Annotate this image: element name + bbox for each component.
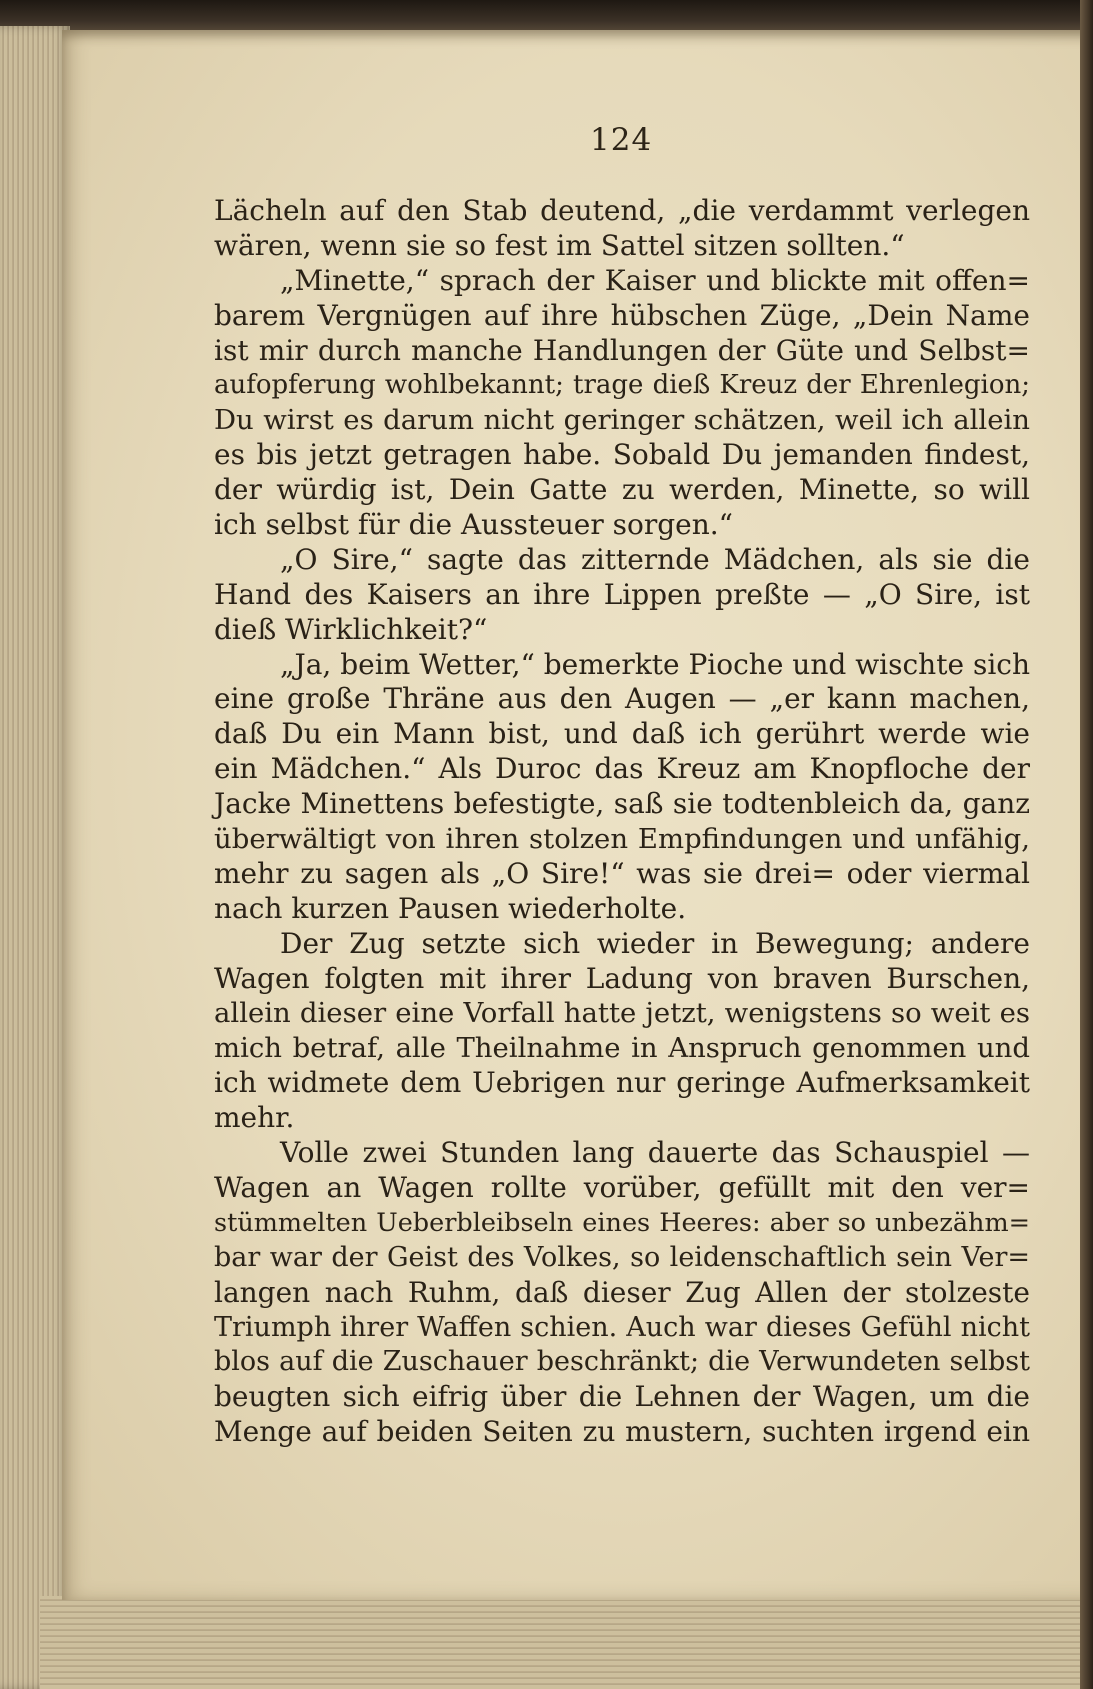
text-line: allein dieser eine Vorfall hatte jetzt, wenigstens so weit es <box>214 997 1030 1030</box>
text-line: Wagen folgten mit ihrer Ladung von braven Burschen, <box>214 961 1030 995</box>
text-line: aufopferung wohlbekannt; trage dieß Kreuz der Ehrenlegion; <box>214 370 1030 401</box>
text-line: blos auf die Zuschauer beschränkt; die Verwundeten selbst <box>214 1346 1030 1378</box>
text-line: beugten sich eifrig über die Lehnen der Wagen, um die <box>214 1380 1030 1414</box>
text-line: barem Vergnügen auf ihre hübschen Züge, „Dein Name <box>214 298 1030 332</box>
text-line: mich betraf, alle Theilnahme in Anspruch genommen und <box>214 1032 1030 1065</box>
text-line: langen nach Ruhm, daß dieser Zug Allen der stolzeste <box>214 1275 1030 1309</box>
text-line: es bis jetzt getragen habe. Sobald Du jemanden findest, <box>214 438 1030 472</box>
book-binding-top <box>0 0 1093 34</box>
text-line: Volle zwei Stunden lang dauerte das Schauspiel — <box>280 1136 1030 1170</box>
text-line: überwältigt von ihren stolzen Empfindungen und unfähig, <box>214 823 1030 856</box>
text-line: eine große Thräne aus den Augen — „er kann machen, <box>214 682 1030 716</box>
text-line: stümmelten Ueberbleibseln eines Heeres: aber so unbezähm= <box>214 1207 1030 1238</box>
text-line: Triumph ihrer Waffen schien. Auch war dieses Gefühl nicht <box>214 1311 1030 1343</box>
text-line: ich selbst für die Aussteuer sorgen.“ <box>214 508 733 542</box>
text-line: Der Zug setzte sich wieder in Bewegung; andere <box>280 926 1030 960</box>
text-line: wären, wenn sie so fest im Sattel sitzen sollten.“ <box>214 228 905 262</box>
text-line: „Minette,“ sprach der Kaiser und blickte mit offen= <box>280 263 1030 297</box>
text-line: Lächeln auf den Stab deutend, „die verdammt verlegen <box>214 194 1030 227</box>
text-line: Hand des Kaisers an ihre Lippen preßte — „O Sire, ist <box>214 577 1030 611</box>
text-line: Jacke Minettens befestigte, saß sie todtenbleich da, ganz <box>214 787 1030 821</box>
text-line: der würdig ist, Dein Gatte zu werden, Minette, so will <box>214 473 1030 507</box>
text-line: nach kurzen Pausen wiederholte. <box>214 891 687 925</box>
text-line: dieß Wirklichkeit?“ <box>214 612 488 646</box>
text-line: Du wirst es darum nicht geringer schätzen, weil ich allein <box>214 404 1030 437</box>
text-line: ist mir durch manche Handlungen der Güte und Selbst= <box>214 333 1030 367</box>
text-line: mehr. <box>214 1101 295 1135</box>
page-number: 124 <box>590 122 653 158</box>
text-line: Wagen an Wagen rollte vorüber, gefüllt mit den ver= <box>214 1170 1030 1204</box>
text-line: „O Sire,“ sagte das zitternde Mädchen, als sie die <box>280 542 1030 576</box>
text-line: mehr zu sagen als „O Sire!“ was sie drei= oder viermal <box>214 856 1030 890</box>
book-binding-right <box>1080 0 1093 1689</box>
text-line: daß Du ein Mann bist, und daß ich gerührt werde wie <box>214 717 1030 751</box>
text-line: „Ja, beim Wetter,“ bemerkte Pioche und wischte sich <box>280 647 1030 681</box>
page-edges-left <box>0 26 70 1689</box>
text-line: ein Mädchen.“ Als Duroc das Kreuz am Knopfloche der <box>214 752 1030 786</box>
text-line: Menge auf beiden Seiten zu mustern, suchten irgend ein <box>214 1415 1030 1449</box>
text-line: ich widmete dem Uebrigen nur geringe Aufmerksamkeit <box>214 1066 1030 1100</box>
body-text <box>214 194 1030 1450</box>
text-line: bar war der Geist des Volkes, so leidenschaftlich sein Ver= <box>214 1241 1030 1273</box>
page-edges-bottom <box>40 1596 1093 1689</box>
